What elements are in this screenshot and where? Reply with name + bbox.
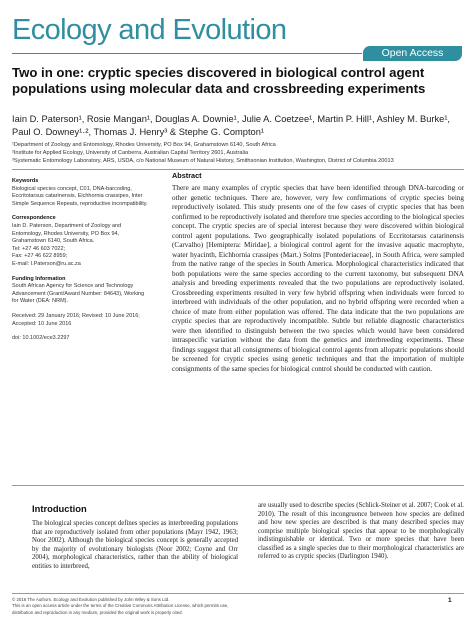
divider-middle [12,485,464,486]
doi-link[interactable]: doi: 10.1002/ece3.2297 [12,335,70,342]
keywords-heading: Keywords [12,178,39,184]
correspondence-heading: Correspondence [12,215,56,222]
footer-line-3: distribution and reproduction in any medium, provided the original work is properly cited. [12,609,183,615]
divider-bottom [12,593,464,594]
affiliation-2: ²Institute for Applied Ecology, University of Canberra, Australian Capital Territory 2601, Australia [12,150,249,156]
introduction-heading: Introduction [32,503,87,514]
keywords-text: Biological species concept, C01, DNA-barcoding, Eccritotarsus catarinensis, Eichhornia crassipes, Inter Simple Sequence Repeats, reproductive incompatibility. [12,185,148,207]
abstract-text: There are many examples of cryptic species that have been identified through DNA-barcoding or other genetic techniques. There are, however, very few confirmations of cryptic species being reproductively isolated. This study presents one of the few cases of cryptic species that has been confirmed to be reproductively isolated and therefore true species according to the biological species concept. The cryptic species are of special interest because they were discovered within biological control agent populations. Two geographically isolated populations of Eccritotarsus catarinensis (Carvalho) [Hemiptera: Miridae], a biological control agent for the invasive aquatic macrophyte, water hyacinth, Eichhornia crassipes (Mart.) Solms [Pontederiaceae], in South Africa, were sampled from the native range of the species in South America. Morphological characteristics indicated that both populations were the same species according to the current taxonomy, but subsequent DNA analysis and breeding experiments revealed that the two populations are reproductively isolated. Crossbreeding experiments resulted in very few hybrid offspring when individuals were forced to interbreed with individuals of the other population, and no hybrid offspring were recorded when a choice of mate from either population was offered. The data indicate that the two populations are cryptic species that are reproductively incompatible. Subtle but reliable diagnostic characteristics were then identified to distinguish between the two species which would have been considered intraspecific variation without the data from the genetics and interbreeding experiments. These findings suggest that all consignments of biological control agents from allopatric populations should be screened for cryptic species using genetic techniques and that the importation of multiple consignments of the same species for biological control should be conducted with caution. [172,184,464,373]
introduction-column-left: The biological species concept defines species as interbreeding populations that are reproductively isolated from other populations (Mayr 1942, 1963; Noor 2002). Although the biological species concept is generally accepted by the majority of evolutionary biologists (Noor 2002; Coyne and Orr 2004), morphological characteristics, rather than the ability of biological entities to interbreed, [32,520,238,570]
open-access-badge: Open Access [363,46,462,61]
page-number: 1 [448,597,452,604]
funding-heading: Funding Information [12,275,66,282]
funding-text: South African Agency for Science and Technology Advancement (Grant/Award Number: 84643), Working for Water (DEA: NRM). [12,283,145,305]
article-sidebar [12,178,152,343]
footer-line-1: © 2016 The Authors. Ecology and Evolution published by John Wiley & Sons Ltd. [12,597,170,602]
abstract-heading: Abstract [172,171,202,180]
article-title: Two in one: cryptic species discovered in biological control agent populations using molecular data and crossbreeding experiments [12,65,426,96]
copyright-footer [12,597,432,616]
affiliations [12,141,464,165]
affiliation-3: ³Systematic Entomology Laboratory, ARS, USDA, c/o National Museum of Natural History, Smithsonian Institution, Washington, District of Columbia 20013 [12,158,394,164]
author-list: Iain D. Paterson¹, Rosie Mangan¹, Douglas A. Downie¹, Julie A. Coetzee¹, Martin P. Hill¹, Ashley M. Burke¹, Paul O. Downey¹·², Thomas J. Henry³ & Stephe G. Compton¹ [12,114,450,137]
received-dates: Received: 29 January 2016; Revised: 10 June 2016; Accepted: 10 June 2016 [12,312,140,327]
correspondence-text: Iain D. Paterson, Department of Zoology and Entomology, Rhodes University, PO Box 94, Grahamstown 6140, South Africa. Tel: +27 46 603 7022; Fax: +27 46 622 8959; E-mail: I.Paterson@ru.ac.za [12,222,122,267]
header-rule [12,53,362,54]
footer-line-2: This is an open access article under the terms of the Creative Commons Attribution License, which permits use, [12,603,229,609]
journal-name: Ecology and Evolution [12,14,287,46]
introduction-column-right: are usually used to describe species (Schlick-Steiner et al. 2007; Cook et al. 2010). The result of this incongruence between how species are defined and how new species are described is that many described species may comprise multiple biological species that appear to be morphologically indistinguishable or identical. Two or more species that have been classified as a single species due to their morphological characteristics are referred to as cryptic species (Darlington 1940). [258,502,464,560]
divider-top [12,169,464,170]
affiliation-1: ¹Department of Zoology and Entomology, Rhodes University, PO Box 94, Grahamstown 6140, South Africa [12,142,276,148]
